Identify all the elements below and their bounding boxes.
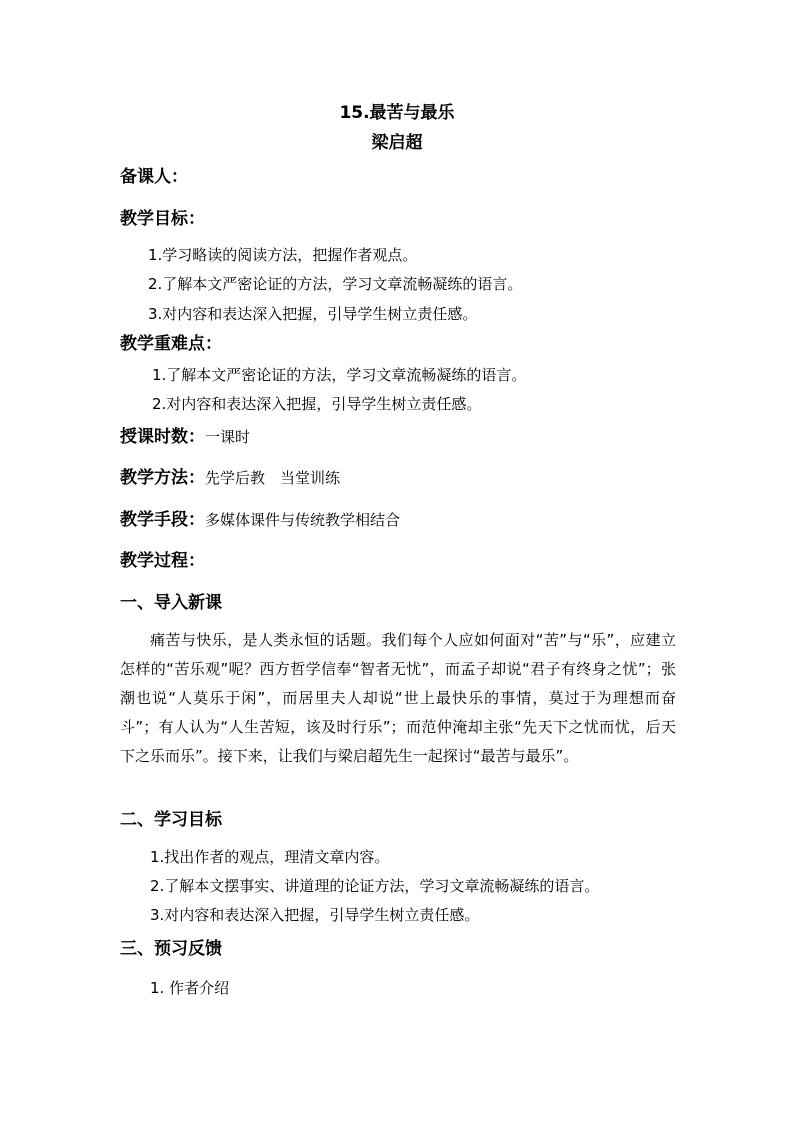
means-row	[120, 509, 400, 531]
section-3-item-1: 1. 作者介绍	[150, 979, 230, 997]
objective-item-2: 2.了解本文严密论证的方法，学习文章流畅凝练的语言。	[148, 275, 523, 293]
hours-value: 一课时	[205, 428, 251, 446]
section-1-heading: 一、导入新课	[120, 593, 222, 613]
section-2-heading: 二、学习目标	[120, 810, 222, 830]
section-2-item-2: 2.了解本文摆事实、讲道理的论证方法，学习文章流畅凝练的语言。	[150, 877, 600, 895]
objectives-heading: 教学目标：	[120, 209, 205, 229]
key-point-item-2: 2.对内容和表达深入把握，引导学生树立责任感。	[152, 395, 482, 413]
objective-item-3: 3.对内容和表达深入把握，引导学生树立责任感。	[148, 305, 478, 323]
method-value: 先学后教 当堂训练	[205, 469, 341, 487]
method-row	[120, 467, 340, 489]
key-point-item-1: 1.了解本文严密论证的方法，学习文章流畅凝练的语言。	[152, 366, 527, 384]
preparer-label: 备课人：	[120, 167, 188, 187]
author-name: 梁启超	[371, 133, 423, 153]
objective-item-1: 1.学习略读的阅读方法，把握作者观点。	[148, 246, 418, 264]
method-label: 教学方法：	[120, 468, 205, 488]
means-value: 多媒体课件与传统教学相结合	[205, 511, 401, 529]
process-heading: 教学过程：	[120, 551, 205, 571]
document-title: 15.最苦与最乐	[339, 103, 455, 123]
section-3-heading: 三、预习反馈	[120, 939, 222, 959]
hours-label: 授课时数：	[120, 427, 205, 447]
means-label: 教学手段：	[120, 510, 205, 530]
section-1-paragraph: 痛苦与快乐，是人类永恒的话题。我们每个人应如何面对“苦”与“乐”，应建立怎样的“苦乐观”呢？西方哲学信奉“智者无忧”，而孟子却说“君子有终身之忧”；张潮也说“人莫乐于闲”，而居里夫人却说“世上最快乐的事情，莫过于为理想而奋斗”；有人认为“人生苦短，该及时行乐”；而范仲淹却主张“先天下之忧而忧，后天下之乐而乐”。接下来，让我们与梁启超先生一起探讨“最苦与最乐”。	[120, 631, 676, 765]
key-points-heading: 教学重难点：	[120, 334, 222, 354]
section-2-item-1: 1.找出作者的观点，理清文章内容。	[150, 848, 390, 866]
section-2-item-3: 3.对内容和表达深入把握，引导学生树立责任感。	[150, 906, 480, 924]
hours-row	[120, 426, 250, 448]
